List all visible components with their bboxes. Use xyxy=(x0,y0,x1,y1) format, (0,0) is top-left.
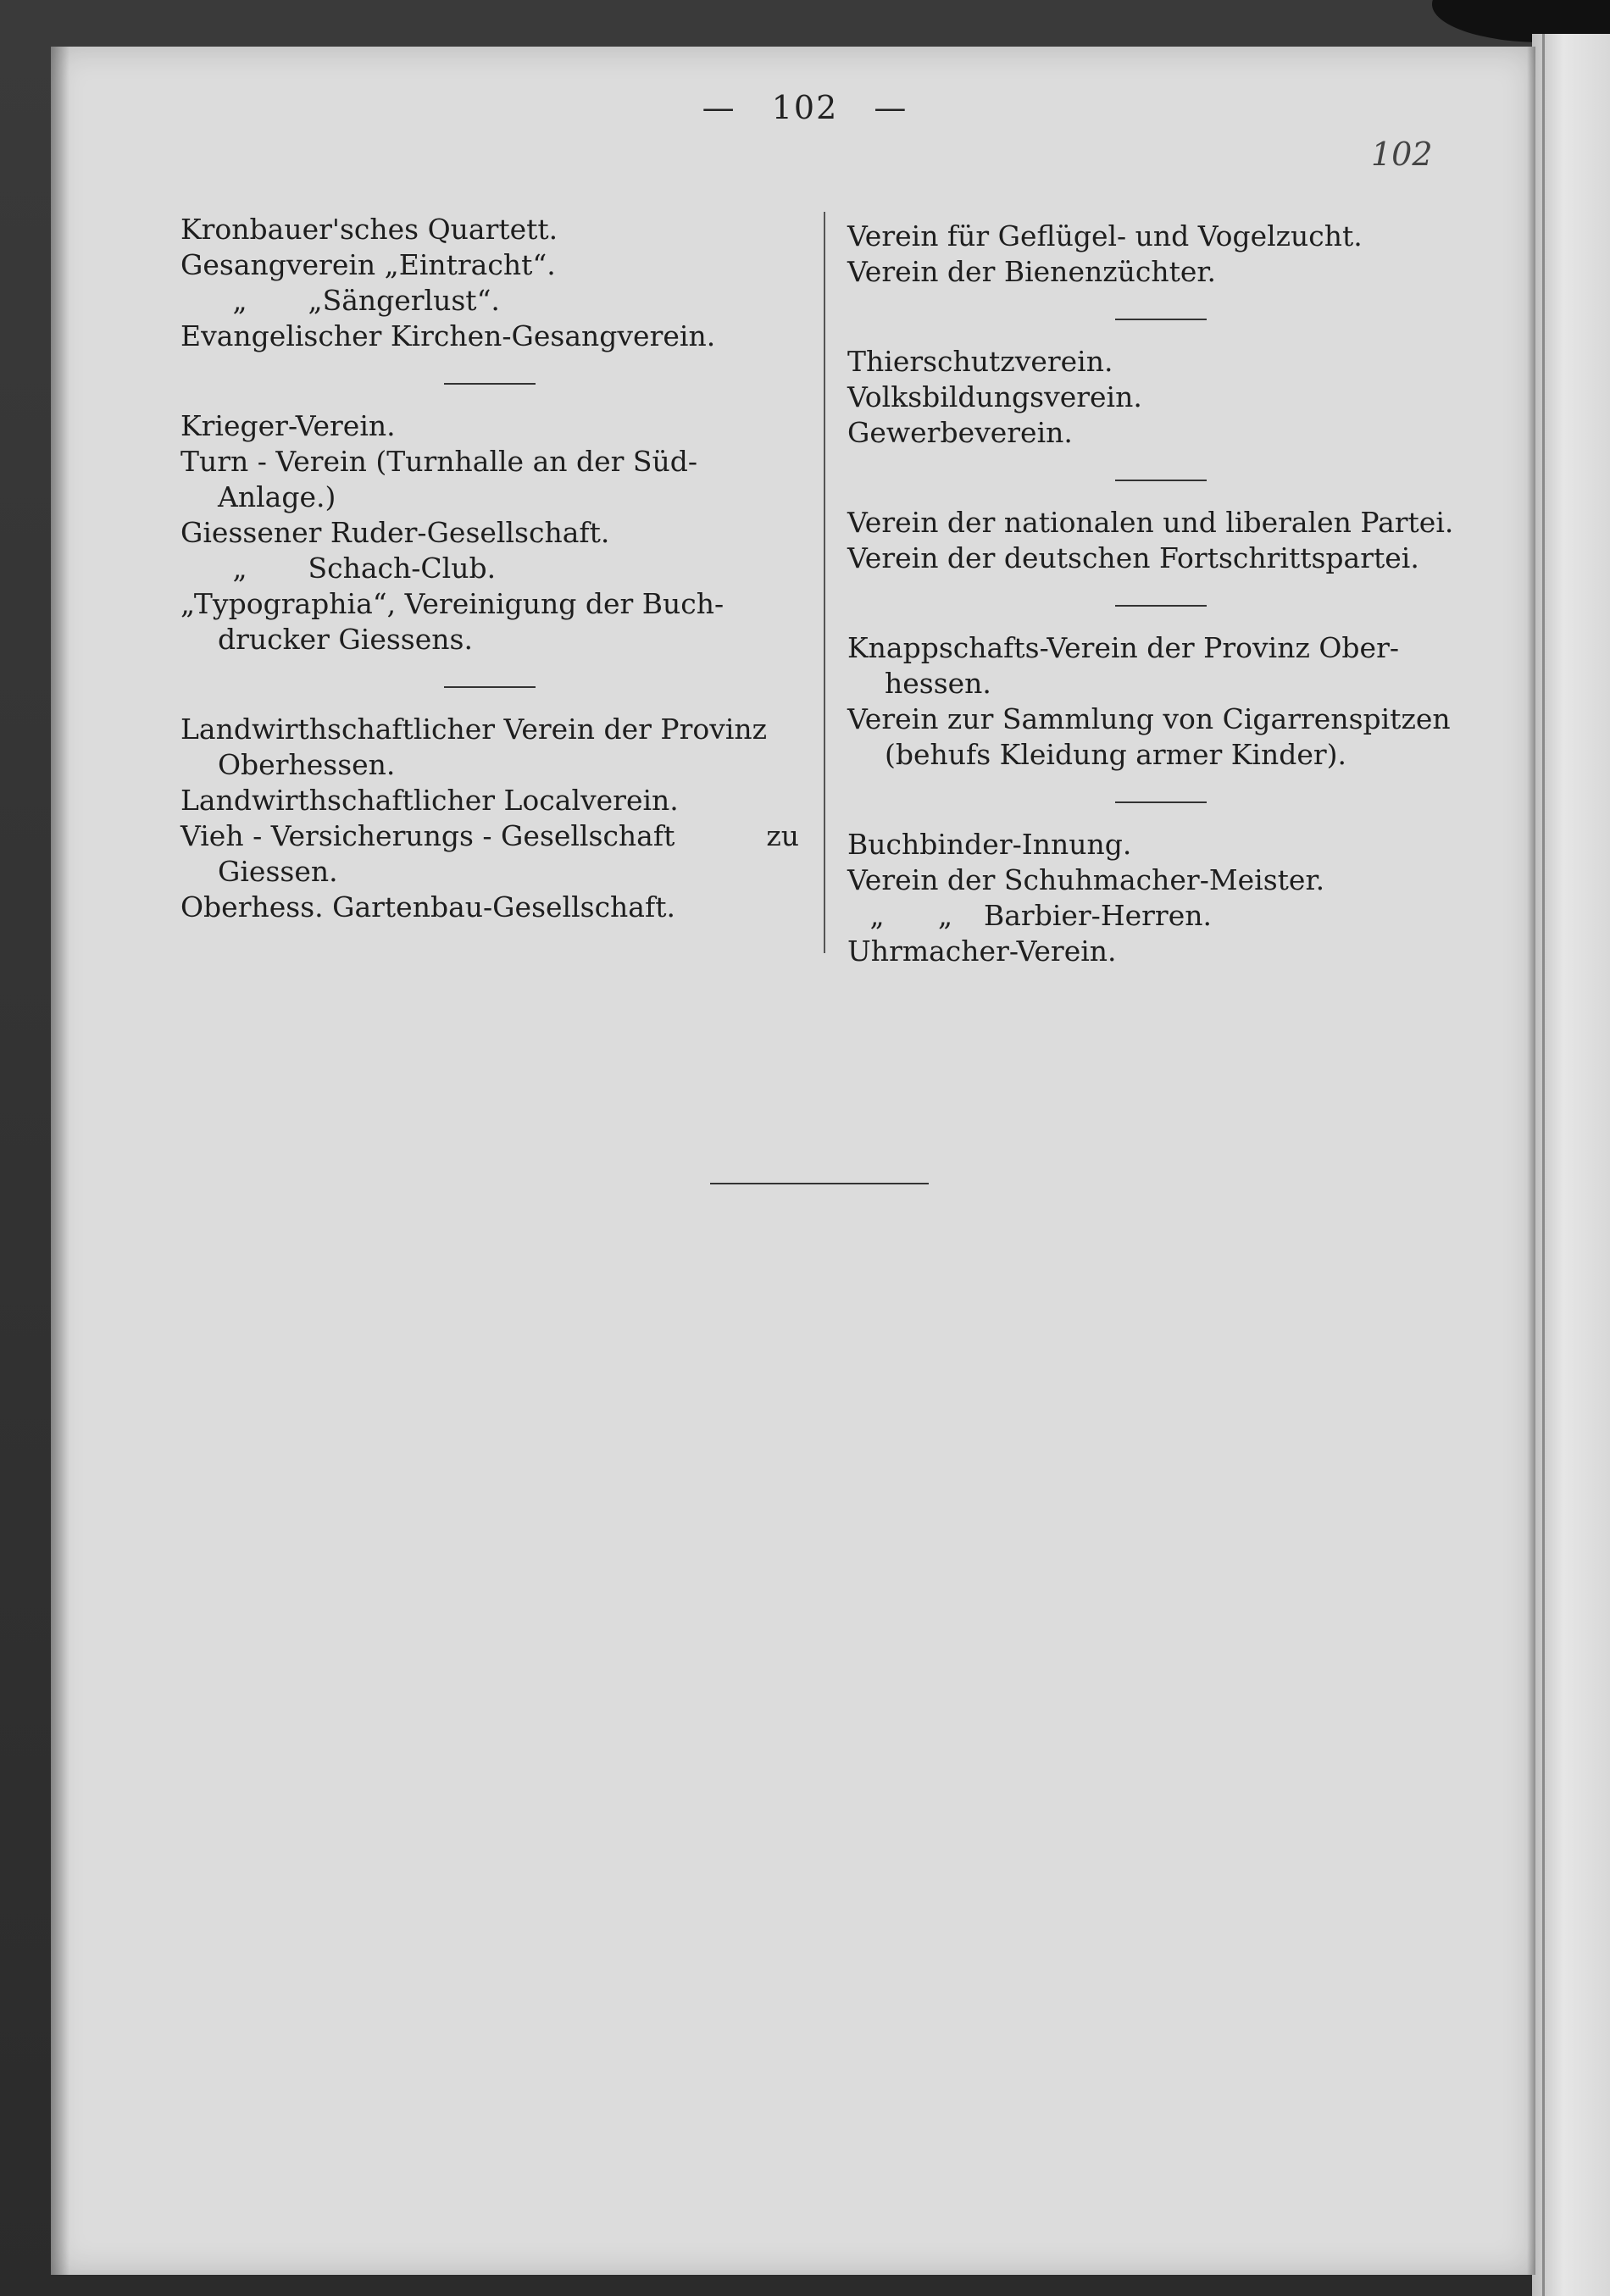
left-group-agriculture xyxy=(180,712,799,925)
right-group-parties xyxy=(847,505,1474,576)
list-item: „Typographia“, Vereinigung der Buch- xyxy=(180,587,724,620)
list-item: Turn - Verein (Turnhalle an der Süd- xyxy=(180,445,698,478)
list-item-continuation xyxy=(180,854,799,890)
right-group-animals xyxy=(847,219,1474,290)
list-item-continuation xyxy=(180,480,799,515)
ditto-mark: „ xyxy=(232,284,247,317)
list-item xyxy=(847,898,1474,934)
list-item: Verein der Schuhmacher-Meister. xyxy=(847,863,1325,896)
ditto-mark: „ xyxy=(869,899,885,932)
ditto-mark: „ xyxy=(232,552,247,585)
list-item: Thierschutzverein. xyxy=(847,345,1113,378)
list-item-text: Giessen. xyxy=(218,855,338,888)
list-item-text: drucker Giessens. xyxy=(218,623,473,656)
left-column xyxy=(180,212,799,954)
list-item: Verein der Bienenzüchter. xyxy=(847,255,1217,288)
list-item: Verein der nationalen und liberalen Partei. xyxy=(847,506,1454,539)
section-separator xyxy=(1115,480,1207,481)
list-item: Gesangverein „Eintracht“. xyxy=(180,248,556,281)
section-separator xyxy=(1115,319,1207,320)
list-item: Verein zur Sammlung von Cigarrenspitzen xyxy=(847,702,1451,735)
list-item: Verein der deutschen Fortschrittspartei. xyxy=(847,541,1419,574)
section-separator xyxy=(1115,801,1207,803)
list-item-text: „Sängerlust“. xyxy=(308,284,500,317)
list-item: Uhrmacher-Verein. xyxy=(847,934,1117,968)
column-divider xyxy=(824,212,825,953)
list-item-text: Barbier-Herren. xyxy=(984,899,1212,932)
list-item xyxy=(180,551,799,586)
list-item-text: Vieh - Versicherungs - Gesellschaft xyxy=(180,819,675,852)
list-item: Buchbinder-Innung. xyxy=(847,828,1132,861)
list-item-continuation xyxy=(847,737,1474,773)
section-separator xyxy=(444,383,536,385)
list-item-continuation xyxy=(847,666,1474,702)
list-item: Knappschafts-Verein der Provinz Ober- xyxy=(847,631,1399,664)
list-item: Volksbildungsverein. xyxy=(847,380,1142,413)
adjacent-page-edge xyxy=(1532,34,1610,2296)
right-group-charity xyxy=(847,630,1474,773)
list-item: Kronbauer'sches Quartett. xyxy=(180,213,558,246)
list-item: Landwirthschaftlicher Verein der Provinz xyxy=(180,713,768,746)
left-group-sports xyxy=(180,408,799,657)
section-separator xyxy=(444,686,536,688)
list-item-text: Anlage.) xyxy=(218,480,336,513)
list-item: Landwirthschaftlicher Localverein. xyxy=(180,784,679,817)
handwritten-page-number: 102 xyxy=(1371,136,1433,173)
list-item-continuation xyxy=(180,622,799,657)
page-number xyxy=(0,89,1610,126)
list-item xyxy=(180,818,799,854)
right-group-civic xyxy=(847,344,1474,451)
list-item xyxy=(180,283,799,319)
list-item: Gewerbeverein. xyxy=(847,416,1073,449)
page-number-dash-right: — xyxy=(874,89,908,126)
left-group-choirs xyxy=(180,212,799,354)
list-item-text: (behufs Kleidung armer Kinder). xyxy=(885,738,1346,771)
list-item-continuation xyxy=(180,747,799,783)
list-item-text: hessen. xyxy=(885,667,991,700)
list-item: Verein für Geflügel- und Vogelzucht. xyxy=(847,219,1363,252)
ditto-mark: „ xyxy=(937,899,953,932)
page-number-dash-left: — xyxy=(702,89,736,126)
list-item-text: zu xyxy=(766,819,799,852)
list-item: Krieger-Verein. xyxy=(180,409,396,442)
right-column xyxy=(847,219,1474,998)
right-group-guilds xyxy=(847,827,1474,969)
end-rule xyxy=(710,1183,929,1184)
list-item: Oberhess. Gartenbau-Gesellschaft. xyxy=(180,890,675,923)
section-separator xyxy=(1115,605,1207,607)
list-item: Evangelischer Kirchen-Gesangverein. xyxy=(180,319,716,352)
list-item-text: Schach-Club. xyxy=(308,552,497,585)
list-item-text: Oberhessen. xyxy=(218,748,396,781)
page-number-value: 102 xyxy=(771,89,839,126)
list-item: Giessener Ruder-Gesellschaft. xyxy=(180,516,610,549)
